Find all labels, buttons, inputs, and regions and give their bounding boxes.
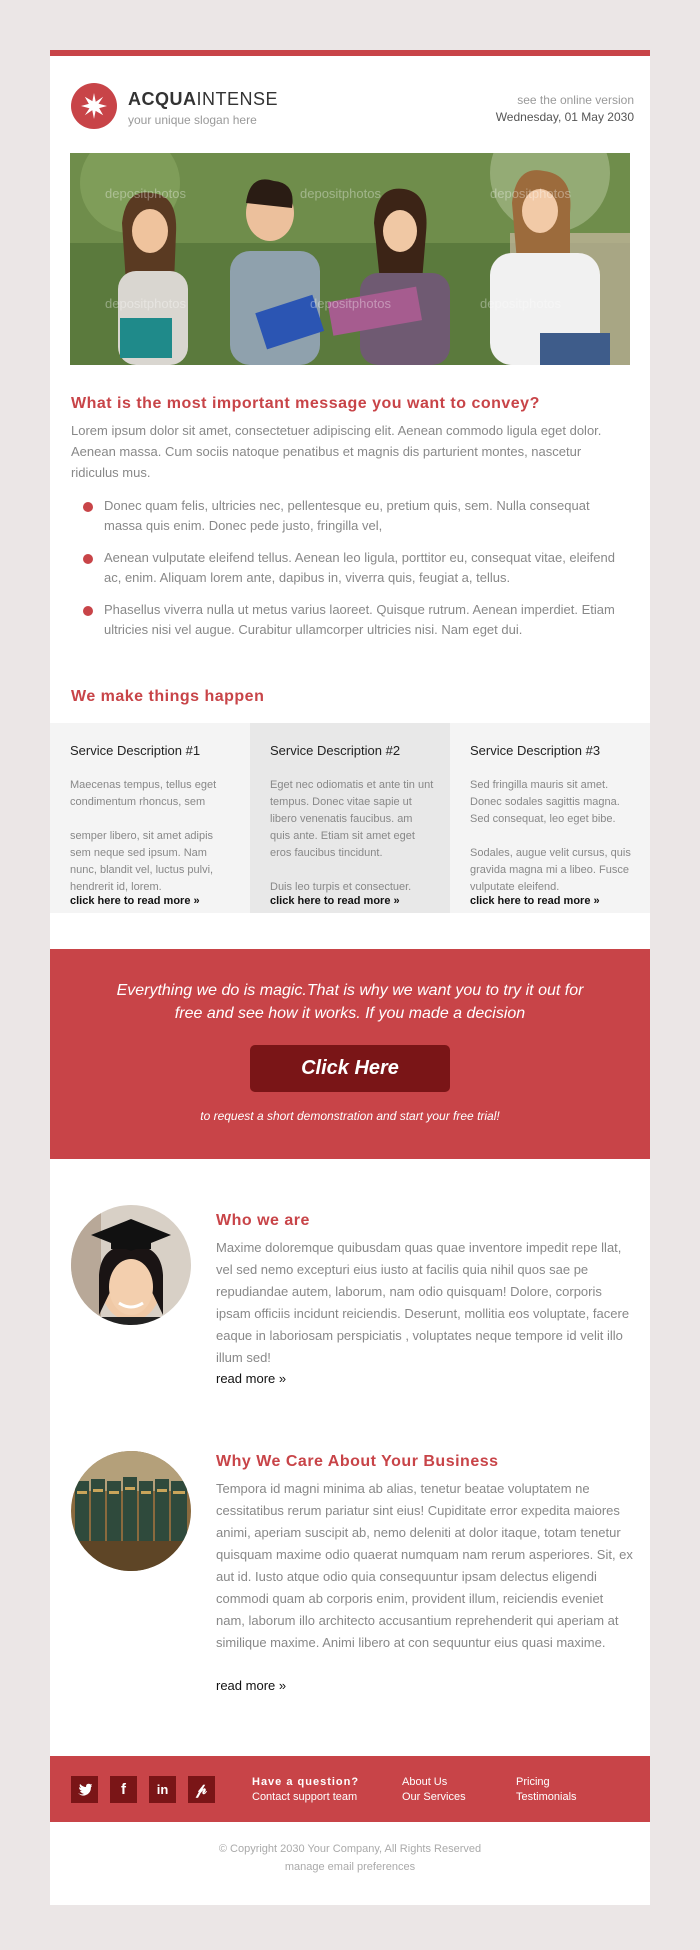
service-title: Service Description #3 — [470, 743, 601, 758]
about-us-link[interactable]: About Us — [402, 1776, 448, 1788]
bullet-list — [70, 496, 630, 652]
bullet-dot — [83, 606, 93, 616]
service-read-more-link[interactable]: click here to read more » — [270, 895, 400, 907]
bullet-text: Aenean vulputate eleifend tellus. Aenean leo ligula, porttitor eu, consequat vitae, eleifend ac, enim. Aliquam lorem ante, dapibus in, viverra quis, feugiat a, tellus. — [104, 550, 615, 585]
hero-image — [70, 153, 630, 365]
bullet-text: Donec quam felis, ultricies nec, pellentesque eu, pretium quis, sem. Nulla consequat massa quis enim. Donec pede justo, fringilla vel, — [104, 498, 590, 533]
cta-banner — [50, 949, 650, 1159]
online-version-link[interactable]: see the online version — [517, 93, 634, 107]
service-text: Maecenas tempus, tellus eget condimentum rhoncus, sem semper libero, sit amet adipis sem neque sed ipsum. Nam nunc, blandit vel, luctus pulvi, hendrerit id, lorem. — [70, 779, 217, 893]
click-here-button[interactable]: Click Here — [250, 1045, 450, 1092]
services-grid — [50, 723, 650, 913]
service-title: Service Description #2 — [270, 743, 401, 758]
watermark-3: depositphotos — [490, 186, 571, 201]
service-read-more-link[interactable]: click here to read more » — [470, 895, 600, 907]
watermark-6: depositphotos — [480, 296, 561, 311]
list-item — [70, 548, 630, 588]
service-card-2 — [250, 723, 450, 913]
linkedin-icon[interactable]: in — [149, 1776, 176, 1803]
slogan: your unique slogan here — [128, 113, 257, 127]
service-text: Sed fringilla mauris sit amet. Donec sodales sagittis magna. Sed consequat, leo eget bibe. Sodales, augue velit cursus, quis gravida magna mi a libeo. Fusce vulputate eleifend. — [470, 779, 631, 893]
list-item — [70, 600, 630, 640]
our-services-link[interactable]: Our Services — [402, 1791, 466, 1803]
graduate-illustration — [71, 1205, 191, 1325]
list-item — [70, 496, 630, 536]
intro-title: What is the most important message you want to convey? — [71, 395, 540, 412]
about-read-more-link[interactable]: read more » — [216, 1371, 287, 1386]
service-card-3 — [450, 723, 650, 913]
brand-name[interactable] — [128, 89, 278, 110]
watermark-4: depositphotos — [105, 296, 186, 311]
care-title: Why We Care About Your Business — [216, 1453, 499, 1470]
contact-support-link[interactable]: Contact support team — [252, 1791, 358, 1803]
services-title: We make things happen — [71, 688, 265, 705]
copyright: © Copyright 2030 Your Company, All Rights Reserved — [218, 1843, 482, 1855]
footer-question: Have a question? — [252, 1776, 360, 1788]
header — [50, 56, 650, 151]
pricing-link[interactable]: Pricing — [516, 1776, 550, 1788]
email-container — [50, 50, 650, 1905]
watermark-2: depositphotos — [300, 186, 381, 201]
care-text: Tempora id magni minima ab alias, tenetur beatae voluptatem ne cessitatibus rerum pariatur sint eius! Cupiditate error expedita maiores animi, aperiam suscipit ab, nemo deleniti at dolor itaque, totam tenetur quisquam maxime odio quaerat numquam nam rerum asperiores. Sit, ex aut id. Iusto atque odio quia consequuntur ipsam delectus eligendi commodi quam ab corporis enim, provident illum, reiciendis eveniet nam, laborum illo architecto accusantium reprehenderit qui aperiam at similique maxime. Animi libero at con sequuntur eius quasi maxime. — [216, 1481, 633, 1650]
watermark-5: depositphotos — [310, 296, 391, 311]
cta-message: Everything we do is magic.That is why we want you to try it out for free and see how it works. If you made a decision — [116, 982, 584, 1022]
service-card-1 — [50, 723, 250, 913]
intro-text: Lorem ipsum dolor sit amet, consectetuer adipiscing elit. Aenean commodo ligula eget dolor. Aenean massa. Cum sociis natoque penatibus et magnis dis parturient montes, nascetur ridiculus mus. — [71, 423, 602, 480]
pinterest-icon[interactable]: 𝓅 — [188, 1776, 215, 1803]
service-title: Service Description #1 — [70, 743, 201, 758]
bullet-text: Phasellus viverra nulla ut metus varius laoreet. Quisque rutrum. Aenean imperdiet. Etiam ultricies nisi vel augue. Curabitur ullamcorper ultricies nisi. Nam eget dui. — [104, 602, 615, 637]
date: Wednesday, 01 May 2030 — [495, 110, 634, 124]
brand-bold: ACQUA — [128, 89, 197, 109]
cta-subtext: to request a short demonstration and start your free trial! — [200, 1109, 500, 1123]
care-read-more-link[interactable]: read more » — [216, 1678, 287, 1693]
about-title: Who we are — [216, 1212, 310, 1229]
watermark-1: depositphotos — [105, 186, 186, 201]
bullet-dot — [83, 502, 93, 512]
library-photo — [71, 1451, 191, 1571]
about-text: Maxime doloremque quibusdam quas quae inventore impedit repe llat, vel sed nemo excepturi eius iusto at facilis quia nihil quos sae pe repudiandae autem, laborum, nam odio quisquam! Dolore, corporis ipsam officiis incidunt reiciendis. Deserunt, mollitia eos voluptate, facere eaque in laboriosam perspiciatis , voluptates neque tempore id velit illo illum sed! — [216, 1240, 630, 1365]
library-illustration — [71, 1451, 191, 1571]
testimonials-link[interactable]: Testimonials — [516, 1791, 577, 1803]
footer — [50, 1756, 650, 1822]
brand-light: INTENSE — [196, 89, 279, 109]
hero-photo-illustration — [70, 153, 630, 365]
graduate-photo — [71, 1205, 191, 1325]
service-read-more-link[interactable]: click here to read more » — [70, 895, 200, 907]
logo-icon[interactable] — [71, 83, 117, 129]
manage-preferences-link[interactable]: manage email preferences — [284, 1861, 416, 1873]
facebook-icon[interactable]: f — [110, 1776, 137, 1803]
service-text: Eget nec odiomatis et ante tin unt tempus. Donec vitae sapie ut libero venenatis faucibus. am quis ante. Etiam sit amet eget eros faucibus tincidunt. Duis leo turpis et consectuer. — [270, 779, 434, 893]
twitter-icon[interactable] — [71, 1776, 98, 1803]
bullet-dot — [83, 554, 93, 564]
